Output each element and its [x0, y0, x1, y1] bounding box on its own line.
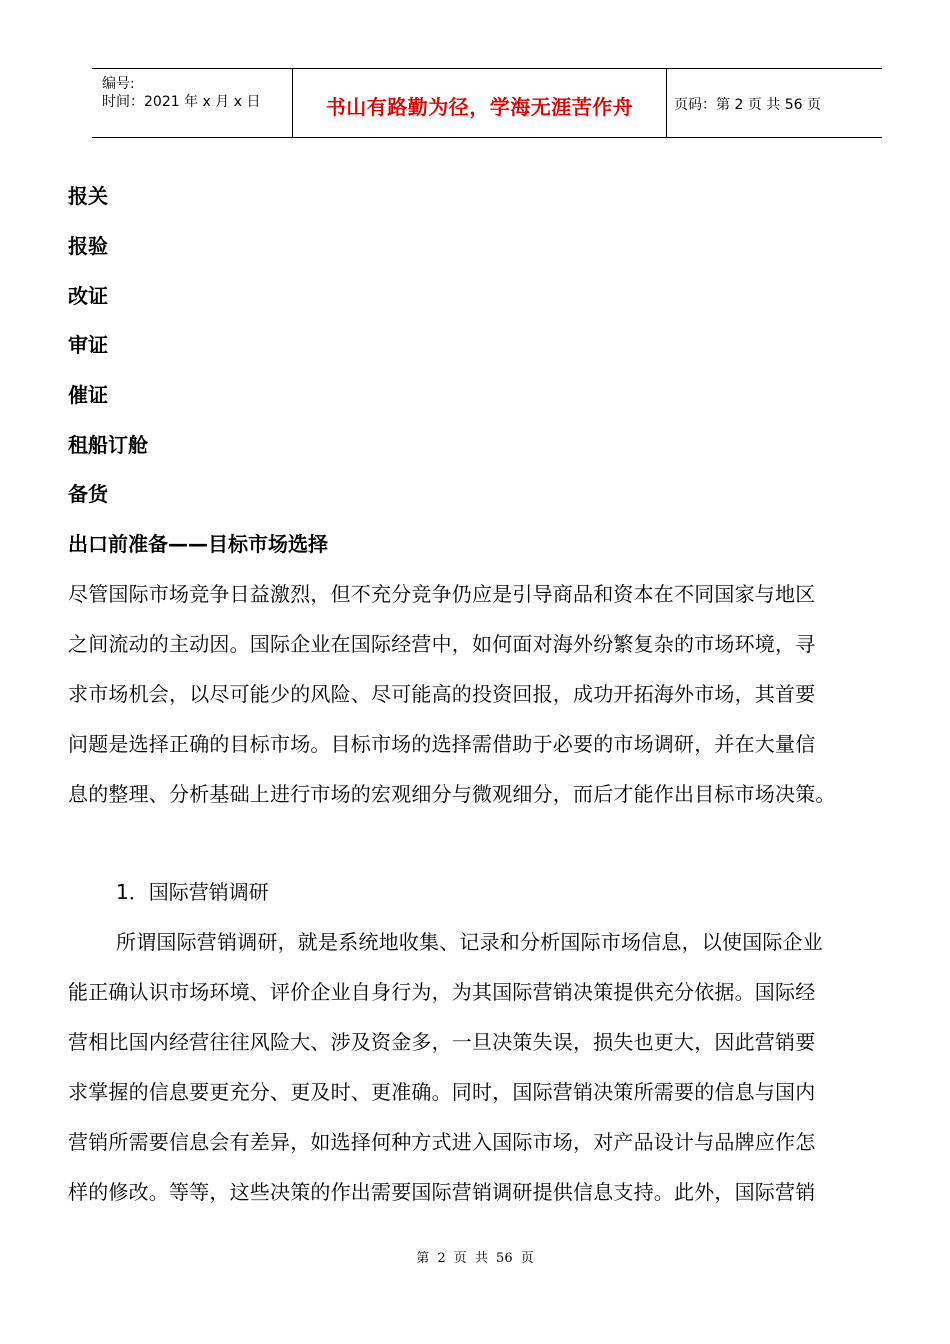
- paragraph-line: 所谓国际营销调研，就是系统地收集、记录和分析国际市场信息，以使国际企业: [116, 930, 823, 954]
- paragraph-line: 样的修改。等等，这些决策的作出需要国际营销调研提供信息支持。此外，国际营销: [68, 1180, 816, 1204]
- paragraph-line: 求掌握的信息要更充分、更及时、更准确。同时，国际营销决策所需要的信息与国内: [68, 1080, 816, 1104]
- item-inspection: 报验: [68, 234, 108, 258]
- header-page-cell: [666, 69, 882, 137]
- paragraph-line: 尽管国际市场竞争日益激烈，但不充分竞争仍应是引导商品和资本在不同国家与地区: [68, 582, 816, 606]
- item-target-market-heading: 出口前准备——目标市场选择: [68, 532, 328, 556]
- section-heading: 1．国际营销调研: [116, 880, 269, 904]
- document-header: [92, 68, 882, 138]
- paragraph-line: 求市场机会，以尽可能少的风险、尽可能高的投资回报，成功开拓海外市场，其首要: [68, 682, 816, 706]
- paragraph-line: 营销所需要信息会有差异，如选择何种方式进入国际市场，对产品设计与品牌应作怎: [68, 1130, 816, 1154]
- item-amend-lc: 改证: [68, 284, 108, 308]
- item-prepare-goods: 备货: [68, 482, 108, 506]
- motto: 书山有路勤为径，学海无涯苦作舟: [325, 95, 634, 119]
- page-label: 页码：第 2 页 共 56 页: [674, 97, 821, 113]
- item-urge-lc: 催证: [68, 383, 108, 407]
- header-meta-cell: [92, 69, 292, 137]
- item-customs-declaration: 报关: [68, 184, 108, 208]
- paragraph-line: 能正确认识市场环境、评价企业自身行为，为其国际营销决策提供充分依据。国际经: [68, 980, 816, 1004]
- paragraph-line: 问题是选择正确的目标市场。目标市场的选择需借助于必要的市场调研，并在大量信: [68, 732, 816, 756]
- page-footer: 第 2 页 共 56 页: [416, 1251, 534, 1266]
- paragraph-line: 之间流动的主动因。国际企业在国际经营中，如何面对海外纷繁复杂的市场环境，寻: [68, 632, 816, 656]
- item-examine-lc: 审证: [68, 333, 108, 357]
- header-motto-cell: [292, 69, 667, 137]
- paragraph-line: 息的整理、分析基础上进行市场的宏观细分与微观细分，而后才能作出目标市场决策。: [68, 782, 836, 806]
- item-booking: 租船订舱: [68, 433, 148, 457]
- paragraph-line: 营相比国内经营往往风险大、涉及资金多，一旦决策失误，损失也更大，因此营销要: [68, 1030, 816, 1054]
- time-label: 时间：2021 年 x 月 x 日: [102, 94, 261, 110]
- number-label: 编号:: [102, 76, 135, 92]
